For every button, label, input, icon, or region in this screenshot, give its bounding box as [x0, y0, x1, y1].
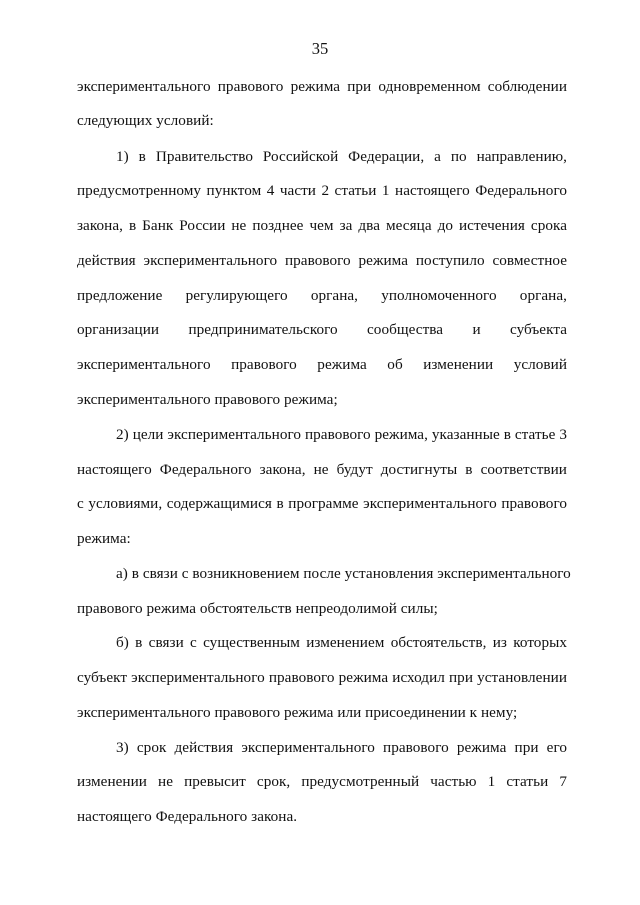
text-line: настоящего Федерального закона, не будут достигнуты в соответствии: [77, 461, 567, 478]
text-line: предложение регулирующего органа, уполномоченного органа,: [77, 287, 567, 304]
page-number: 35: [311, 39, 329, 58]
text-line: с условиями, содержащимися в программе экспериментального правового: [77, 495, 567, 512]
text-line: 2) цели экспериментального правового режима, указанные в статье 3: [116, 426, 567, 443]
text-line: закона, в Банк России не позднее чем за два месяца до истечения срока: [77, 217, 567, 234]
text-line: режима:: [77, 530, 131, 547]
text-line: правового режима обстоятельств непреодолимой силы;: [77, 600, 438, 617]
text-line: изменении не превысит срок, предусмотренный частью 1 статьи 7: [77, 773, 567, 790]
text-line: б) в связи с существенным изменением обстоятельств, из которых: [116, 634, 567, 651]
text-line: настоящего Федерального закона.: [77, 808, 298, 825]
text-line: следующих условий:: [77, 112, 214, 129]
text-line: 3) срок действия экспериментального правового режима при его: [116, 739, 567, 756]
text-line: экспериментального правового режима об изменении условий: [77, 356, 567, 373]
text-line: предусмотренному пунктом 4 части 2 статьи 1 настоящего Федерального: [77, 182, 567, 199]
text-line: экспериментального правового режима или присоединении к нему;: [77, 704, 518, 721]
text-line: организации предпринимательского сообщества и субъекта: [77, 321, 567, 338]
text-line: действия экспериментального правового режима поступило совместное: [77, 252, 567, 269]
text-line: экспериментального правового режима при одновременном соблюдении: [77, 78, 567, 95]
text-line: субъект экспериментального правового режима исходил при установлении: [77, 669, 567, 686]
text-line: экспериментального правового режима;: [77, 391, 338, 408]
text-line: 1) в Правительство Российской Федерации, а по направлению,: [116, 148, 567, 165]
text-line: а) в связи с возникновением после установления экспериментального: [116, 565, 571, 582]
